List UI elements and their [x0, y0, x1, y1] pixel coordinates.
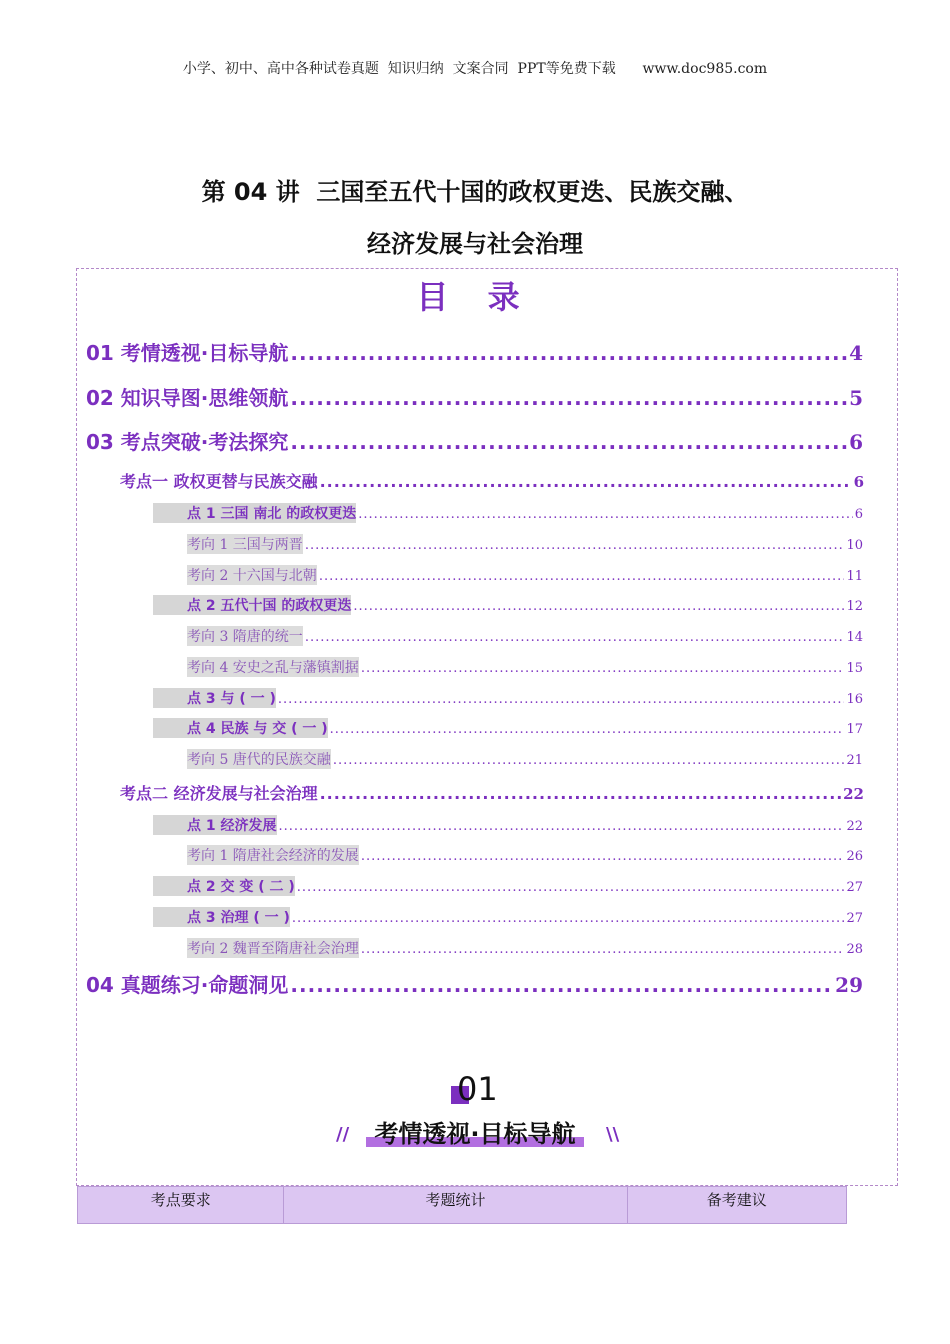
toc-entry-label: 02 知识导图·思维领航	[86, 386, 289, 410]
toc-leader-dots	[361, 849, 845, 864]
toc-heading: 目 录	[416, 278, 534, 316]
toc-entry-page: 28	[846, 942, 863, 957]
toc-entry-page: 6	[849, 430, 863, 454]
toc-entry-label: 03 考点突破·考法探究	[86, 430, 289, 454]
toc-entry-label: 考向 5 唐代的民族交融	[187, 749, 331, 769]
right-slash-mark: \\	[606, 1124, 620, 1145]
table-header-cell: 考题统计	[284, 1187, 627, 1223]
toc-entry-label: 考向 3 隋唐的统一	[187, 626, 303, 646]
toc-entry-label: 考向 2 魏晋至隋唐社会治理	[187, 938, 359, 958]
toc-entry-point[interactable]	[153, 688, 863, 708]
toc-entry-04[interactable]	[86, 969, 863, 998]
toc-leader-dots	[290, 341, 847, 365]
document-title-line-2: 经济发展与社会治理	[367, 230, 583, 258]
toc-leader-dots	[290, 973, 833, 997]
toc-leader-dots	[361, 661, 845, 676]
toc-entry-kaodian-2[interactable]	[120, 781, 864, 804]
section-number: 01	[457, 1070, 498, 1108]
document-title-line-1: 第 04 讲 三国至五代十国的政权更迭、民族交融、	[201, 178, 749, 206]
toc-entry-page: 6	[853, 473, 864, 491]
section-title-text: 考情透视·目标导航	[374, 1120, 576, 1148]
toc-leader-dots	[330, 722, 845, 737]
toc-entry-label: 点 3 治理 ( 一 )	[153, 907, 290, 927]
toc-entry-page: 22	[843, 785, 864, 803]
site-header: 小学、初中、高中各种试卷真题 知识归纳 文案合同 PPT等免费下载 www.doc985.com	[182, 61, 768, 77]
toc-entry-label: 点 1 三国 南北 的政权更迭	[153, 503, 356, 523]
toc-entry-point[interactable]	[153, 876, 863, 896]
toc-leader-dots	[353, 599, 844, 614]
section-title-wrap	[0, 1114, 950, 1149]
toc-entry-direction[interactable]	[187, 938, 863, 958]
toc-entry-page: 27	[846, 911, 863, 926]
toc-entry-page: 16	[846, 692, 863, 707]
toc-entry-label: 考向 1 三国与两晋	[187, 534, 303, 554]
toc-leader-dots	[278, 692, 845, 707]
toc-entry-label: 04 真题练习·命题洞见	[86, 973, 289, 997]
exam-table-header	[77, 1186, 847, 1224]
toc-entry-direction[interactable]	[187, 534, 863, 554]
toc-entry-page: 14	[846, 630, 863, 645]
toc-leader-dots	[279, 819, 845, 834]
toc-entry-direction[interactable]	[187, 626, 863, 646]
toc-entry-02[interactable]	[86, 382, 863, 411]
toc-entry-page: 4	[849, 341, 863, 365]
toc-entry-label: 考点二 经济发展与社会治理	[120, 784, 318, 803]
toc-entry-label: 点 1 经济发展	[153, 815, 277, 835]
toc-leader-dots	[305, 630, 845, 645]
toc-entry-page: 21	[846, 753, 863, 768]
toc-entry-page: 17	[846, 722, 863, 737]
section-number-badge	[451, 1070, 501, 1108]
toc-entry-label: 点 4 民族 与 交 ( 一 )	[153, 718, 328, 738]
toc-entry-point[interactable]	[153, 907, 863, 927]
toc-entry-direction[interactable]	[187, 749, 863, 769]
toc-entry-03[interactable]	[86, 426, 863, 455]
toc-leader-dots	[361, 942, 845, 957]
toc-entry-direction[interactable]	[187, 845, 863, 865]
table-header-cell: 考点要求	[78, 1187, 284, 1223]
toc-entry-01[interactable]	[86, 337, 863, 366]
toc-entry-page: 12	[846, 599, 863, 614]
toc-leader-dots	[320, 784, 842, 803]
toc-entry-label: 考向 2 十六国与北朝	[187, 565, 317, 585]
section-title	[366, 1114, 583, 1149]
toc-entry-label: 点 2 交 变 ( 二 )	[153, 876, 295, 896]
toc-entry-point[interactable]	[153, 503, 863, 523]
toc-entry-point[interactable]	[153, 815, 863, 835]
left-slash-mark: //	[336, 1124, 350, 1145]
toc-entry-kaodian-1[interactable]	[120, 469, 864, 492]
table-header-cell: 备考建议	[706, 1191, 767, 1209]
toc-entry-point[interactable]	[153, 718, 863, 738]
toc-entry-label: 考向 1 隋唐社会经济的发展	[187, 845, 359, 865]
toc-leader-dots	[292, 911, 845, 926]
toc-entry-direction[interactable]	[187, 565, 863, 585]
toc-entry-label: 考点一 政权更替与民族交融	[120, 472, 318, 491]
toc-entry-page: 15	[846, 661, 863, 676]
toc-entry-page: 6	[854, 507, 863, 522]
toc-entry-page: 27	[846, 880, 863, 895]
toc-leader-dots	[297, 880, 845, 895]
toc-entry-page: 5	[849, 386, 863, 410]
toc-entry-direction[interactable]	[187, 657, 863, 677]
toc-leader-dots	[305, 538, 845, 553]
toc-leader-dots	[290, 430, 847, 454]
toc-entry-label: 考向 4 安史之乱与藩镇割据	[187, 657, 359, 677]
toc-leader-dots	[358, 507, 852, 522]
toc-entry-page: 29	[835, 973, 863, 997]
toc-entry-page: 22	[846, 819, 863, 834]
toc-leader-dots	[333, 753, 845, 768]
toc-entry-page: 11	[846, 569, 863, 584]
toc-entry-label: 点 3 与 ( 一 )	[153, 688, 276, 708]
toc-entry-page: 26	[846, 849, 863, 864]
toc-entry-label: 点 2 五代十国 的政权更迭	[153, 595, 351, 615]
toc-leader-dots	[320, 472, 852, 491]
toc-entry-point[interactable]	[153, 595, 863, 615]
toc-leader-dots	[319, 569, 845, 584]
toc-leader-dots	[290, 386, 847, 410]
toc-entry-page: 10	[846, 538, 863, 553]
toc-entry-label: 01 考情透视·目标导航	[86, 341, 289, 365]
